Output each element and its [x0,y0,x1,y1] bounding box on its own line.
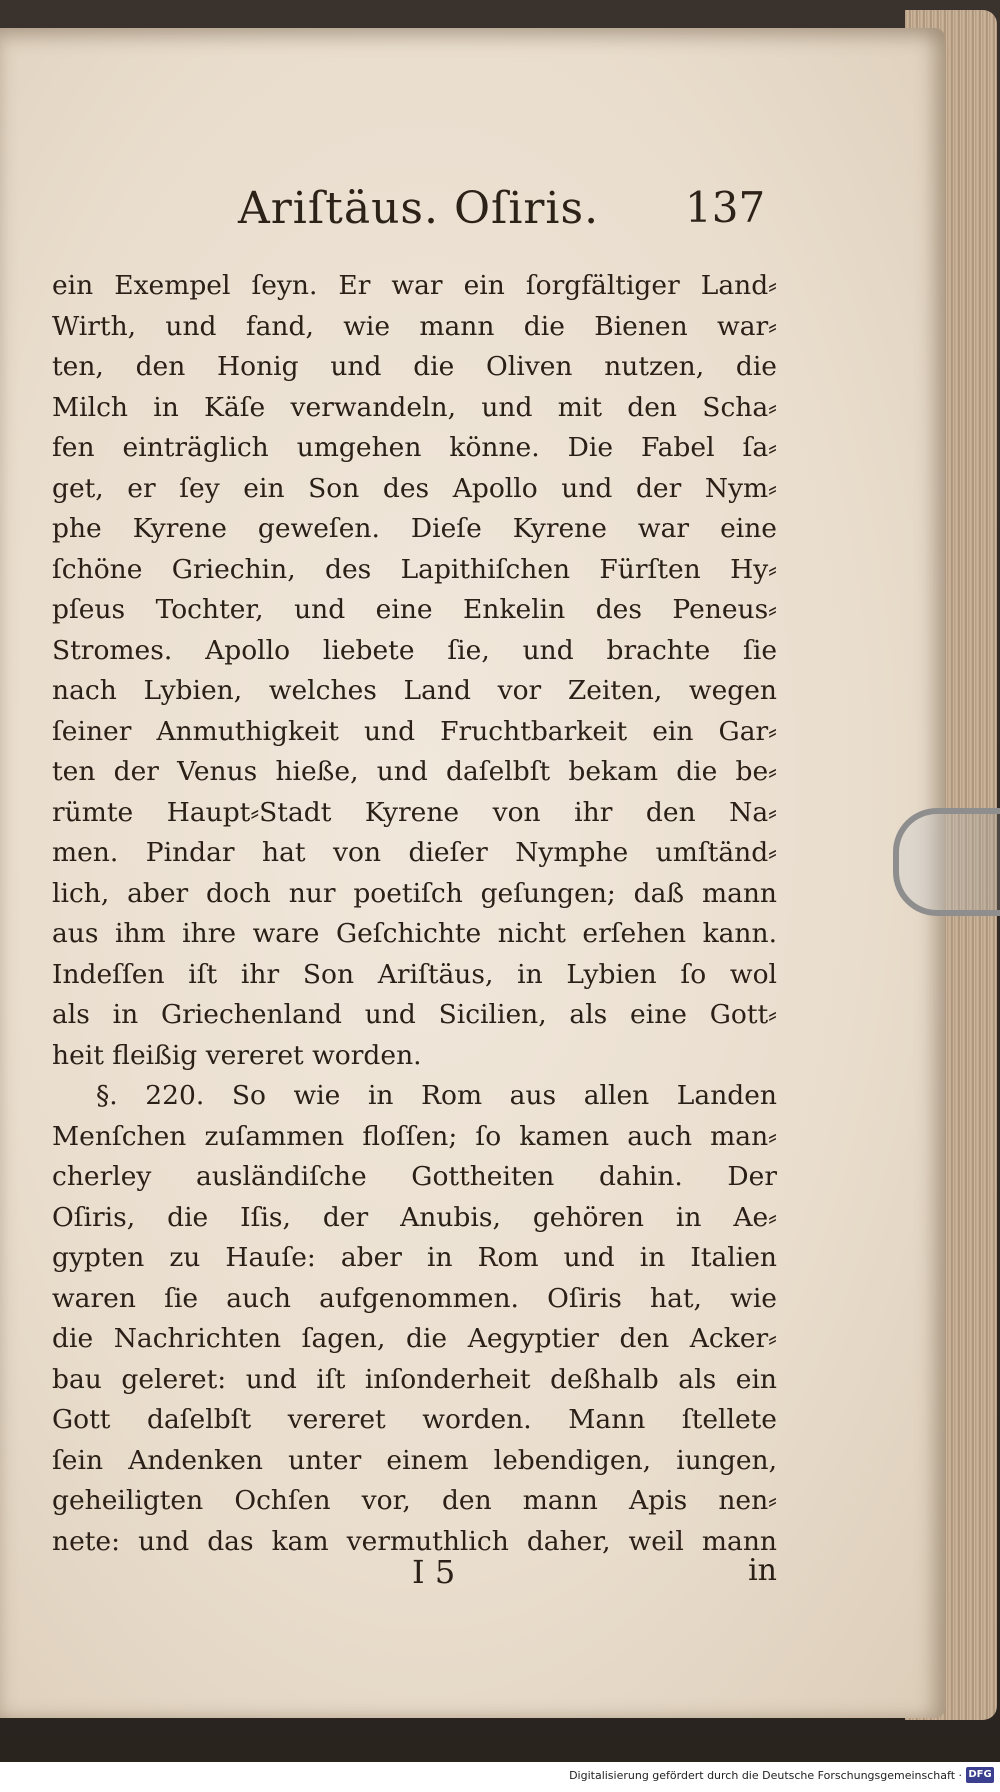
text-line: nete: und das kam vermuthlich daher, weil mann [52,1525,777,1557]
section-line: §. 220. So wie in Rom aus allen Landen [96,1080,777,1111]
text-line: gypten zu Hauſe: aber in Rom und in Italien [52,1242,777,1273]
catchword: in [748,1553,777,1588]
text-line: waren ſie auch aufgenommen. Oſiris hat, wie [52,1282,777,1314]
text-line: bau geleret: und iſt inſonderheit deßhalb als ein [52,1363,777,1395]
book-page [0,28,945,1718]
text-line: fen einträglich umgehen könne. Die Fabel ſa⸗ [52,432,777,463]
page-clip [893,808,1000,916]
text-line: get, er ſey ein Son des Apollo und der Nym⸗ [52,472,777,504]
text-line: cherley ausländiſche Gottheiten dahin. Der [52,1161,777,1192]
text-line: ſchöne Griechin, des Lapithiſchen Fürſten Hy⸗ [52,553,777,585]
body-text [52,266,777,1562]
text-line: als in Griechenland und Sicilien, als eine Gott⸗ [52,999,777,1030]
text-line: ein Exempel ſeyn. Er war ein ſorgfältiger Land⸗ [52,270,777,301]
text-line: nach Lybien, welches Land vor Zeiten, wegen [52,675,777,706]
page-foot [52,1553,777,1597]
text-line: Oſiris, die Iſis, der Anubis, gehören in Ae⸗ [52,1201,777,1233]
text-line: geheiligten Ochſen vor, den mann Apis nen⸗ [52,1485,777,1516]
text-line: ſein Andenken unter einem lebendigen, iungen, [52,1444,777,1476]
text-line: men. Pindar hat von dieſer Nymphe umſtänd⸗ [52,837,777,868]
running-title: Ariſtäus. Oſiris. [238,183,600,234]
digitization-credit: Digitalisierung gefördert durch die Deutsche Forschungsgemeinschaft · [569,1769,962,1782]
text-line: ten, den Honig und die Oliven nutzen, die [52,351,777,382]
text-line: ſeiner Anmuthigkeit und Fruchtbarkeit ein Gar⸗ [52,715,777,747]
text-line: heit fleißig vereret worden. [52,1039,422,1071]
text-line: Milch in Käſe verwandeln, und mit den Scha⸗ [52,391,777,423]
text-line: Menſchen zuſammen floſſen; ſo kamen auch man⸗ [52,1120,777,1152]
text-line: die Nachrichten ſagen, die Aegyptier den Acker⸗ [52,1323,777,1354]
text-line: ten der Venus hieße, und daſelbſt bekam die be⸗ [52,756,777,787]
text-line: lich, aber doch nur poetiſch geſungen; daß mann [52,877,777,909]
signature-mark: I 5 [412,1553,456,1591]
text-line: rümte Haupt⸗Stadt Kyrene von ihr den Na⸗ [52,796,777,828]
page-number: 137 [685,183,766,232]
text-line: Wirth, und fand, wie mann die Bienen war⸗ [52,310,777,342]
text-line: aus ihm ihre ware Geſchichte nicht erſehen kann. [52,918,777,949]
text-line: Gott daſelbſt vereret worden. Mann ſtellete [52,1404,777,1435]
text-line: pſeus Tochter, und eine Enkelin des Peneus⸗ [52,594,777,625]
credit-bar [0,1762,1000,1792]
text-line: phe Kyrene geweſen. Dieſe Kyrene war eine [52,513,777,544]
text-line: Indeſſen iſt ihr Son Ariſtäus, in Lybien ſo wol [52,958,777,990]
text-line: Stromes. Apollo liebete ſie, und brachte ſie [52,634,777,666]
running-head [0,183,945,253]
dfg-logo: DFG [966,1767,994,1783]
